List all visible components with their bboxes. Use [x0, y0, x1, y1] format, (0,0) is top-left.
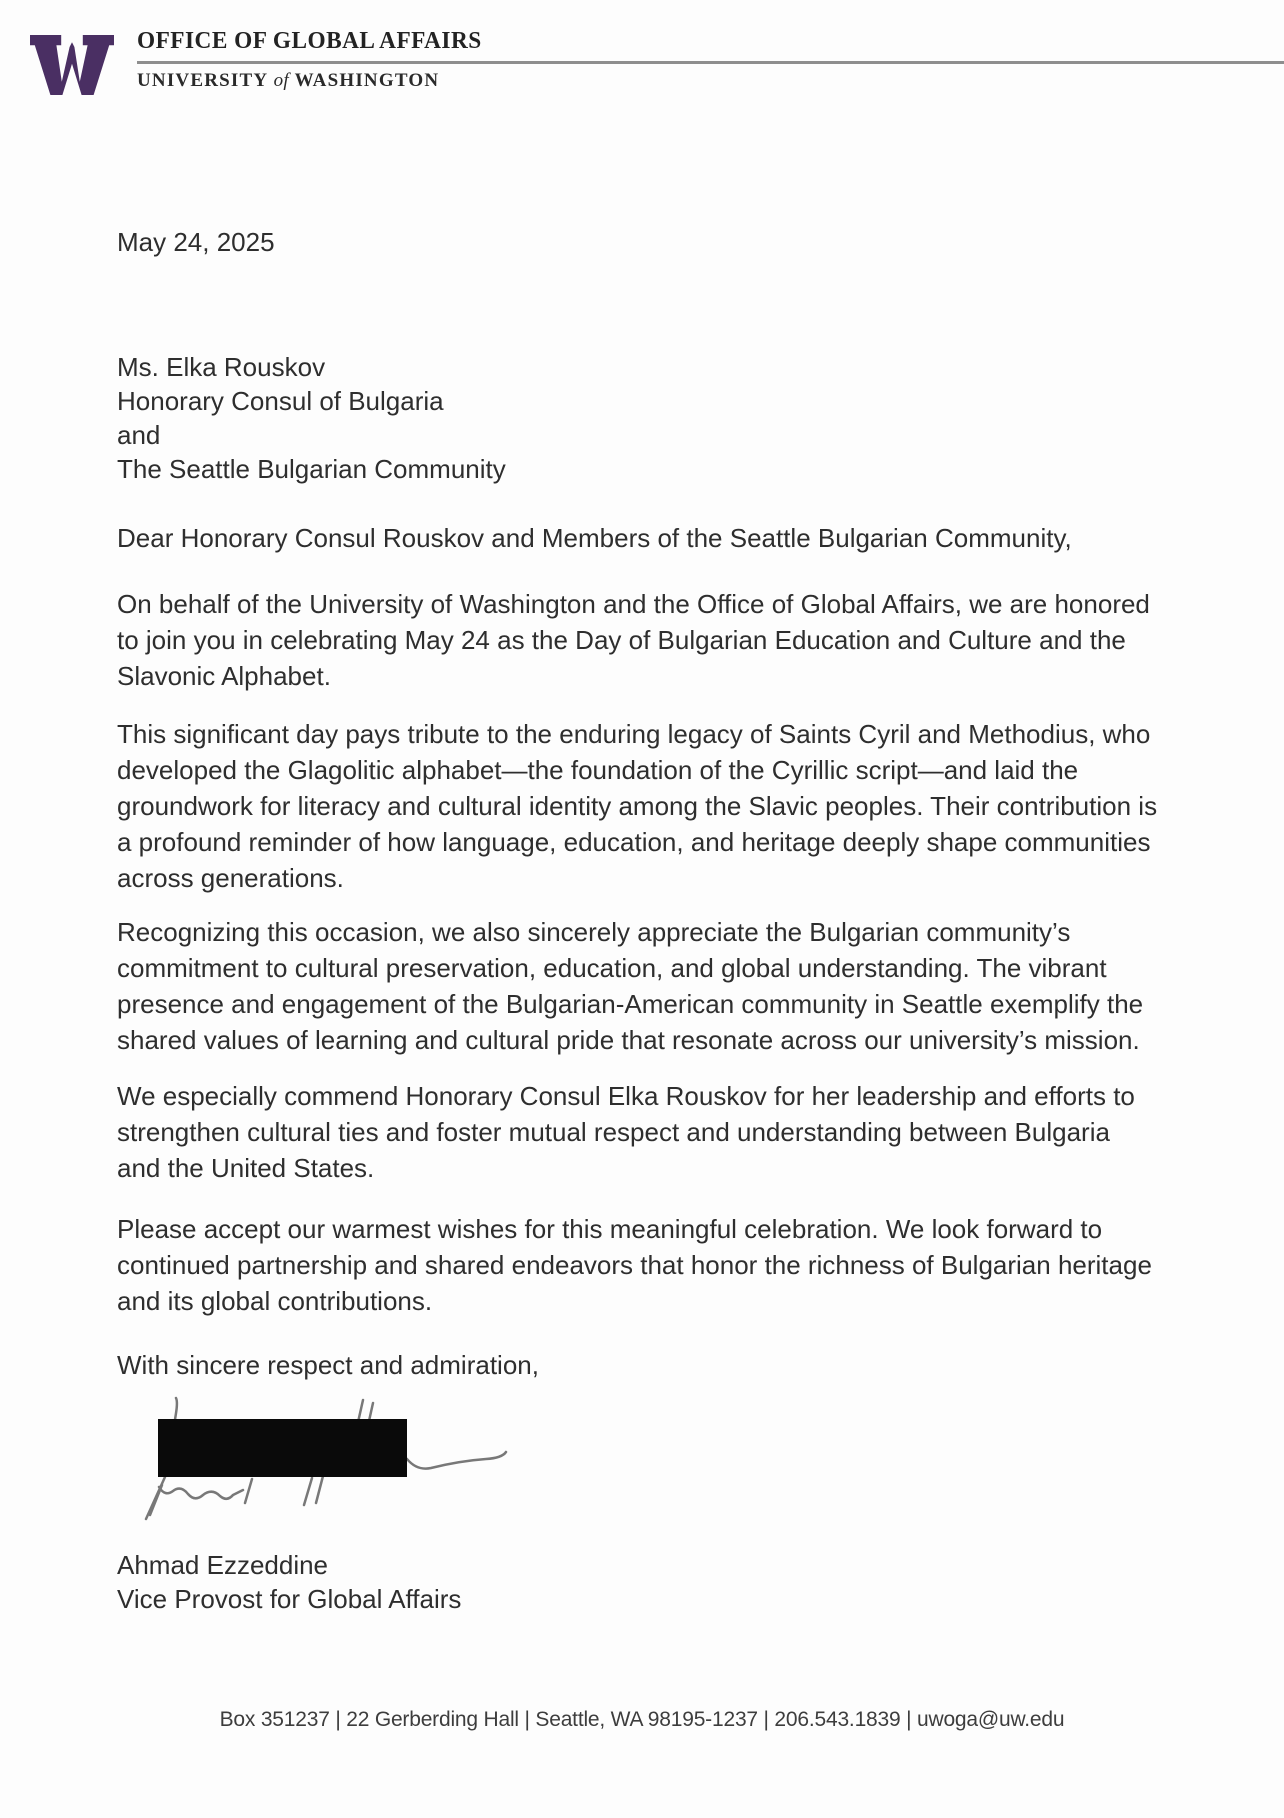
letter-date: May 24, 2025 — [117, 227, 275, 257]
paragraph-line: shared values of learning and cultural pride that resonate across our university’s mission. — [117, 1025, 1140, 1055]
signer-name: Ahmad Ezzeddine — [117, 1550, 329, 1580]
paragraph — [117, 1211, 1197, 1319]
paragraph-line: a profound reminder of how language, education, and heritage deeply shape communities — [117, 827, 1151, 857]
footer-contact-line: Box 351237 | 22 Gerberding Hall | Seattle, WA 98195-1237 | 206.543.1839 | uwoga@uw.edu — [219, 1708, 1065, 1731]
paragraph-line: continued partnership and shared endeavors that honor the richness of Bulgarian heritage — [117, 1250, 1152, 1280]
paragraph — [117, 716, 1197, 896]
uw-block-w-logo — [30, 33, 114, 97]
paragraph-line: to join you in celebrating May 24 as the Day of Bulgarian Education and Culture and the — [117, 625, 1126, 655]
paragraph-line: We especially commend Honorary Consul Elka Rouskov for her leadership and efforts to — [117, 1081, 1135, 1111]
signature-block — [117, 1548, 1197, 1616]
paragraph-line: Recognizing this occasion, we also sincerely appreciate the Bulgarian community’s — [117, 917, 1071, 947]
recipient-line: Honorary Consul of Bulgaria — [117, 386, 444, 416]
paragraph-line: Slavonic Alphabet. — [117, 661, 331, 691]
signer-title: Vice Provost for Global Affairs — [117, 1584, 462, 1614]
signature-image — [129, 1392, 559, 1542]
recipient-block — [117, 350, 1197, 486]
university-wordmark-of: of — [273, 70, 289, 91]
university-wordmark-post: WASHINGTON — [294, 70, 440, 91]
university-wordmark — [137, 70, 439, 92]
paragraph — [117, 586, 1197, 694]
paragraph-line: presence and engagement of the Bulgarian-American community in Seattle exemplify the — [117, 989, 1144, 1019]
closing-line: With sincere respect and admiration, — [117, 1350, 539, 1380]
paragraph-line: developed the Glagolitic alphabet—the foundation of the Cyrillic script—and laid the — [117, 755, 1079, 785]
header-divider — [137, 61, 1284, 64]
recipient-line: and — [117, 420, 161, 450]
salutation: Dear Honorary Consul Rouskov and Members of the Seattle Bulgarian Community, — [117, 523, 1072, 553]
paragraph-line: groundwork for literacy and cultural identity among the Slavic peoples. Their contribution is — [117, 791, 1158, 821]
paragraph-line: This significant day pays tribute to the enduring legacy of Saints Cyril and Methodius, who — [117, 719, 1151, 749]
recipient-line: Ms. Elka Rouskov — [117, 352, 326, 382]
paragraph-line: commitment to cultural preservation, education, and global understanding. The vibrant — [117, 953, 1107, 983]
paragraph — [117, 914, 1197, 1058]
paragraph-line: and its global contributions. — [117, 1286, 433, 1316]
paragraph-line: On behalf of the University of Washington and the Office of Global Affairs, we are honored — [117, 589, 1150, 619]
paragraph-line: and the United States. — [117, 1153, 375, 1183]
letter-body — [117, 224, 1197, 1616]
signature-redaction-bar — [158, 1419, 407, 1477]
paragraph-line: across generations. — [117, 863, 344, 893]
recipient-line: The Seattle Bulgarian Community — [117, 454, 506, 484]
paragraph-line: Please accept our warmest wishes for this meaningful celebration. We look forward to — [117, 1214, 1103, 1244]
university-wordmark-pre: UNIVERSITY — [137, 70, 268, 91]
paragraph-line: strengthen cultural ties and foster mutual respect and understanding between Bulgaria — [117, 1117, 1110, 1147]
paragraph — [117, 1078, 1197, 1186]
office-name: OFFICE OF GLOBAL AFFAIRS — [137, 28, 482, 54]
